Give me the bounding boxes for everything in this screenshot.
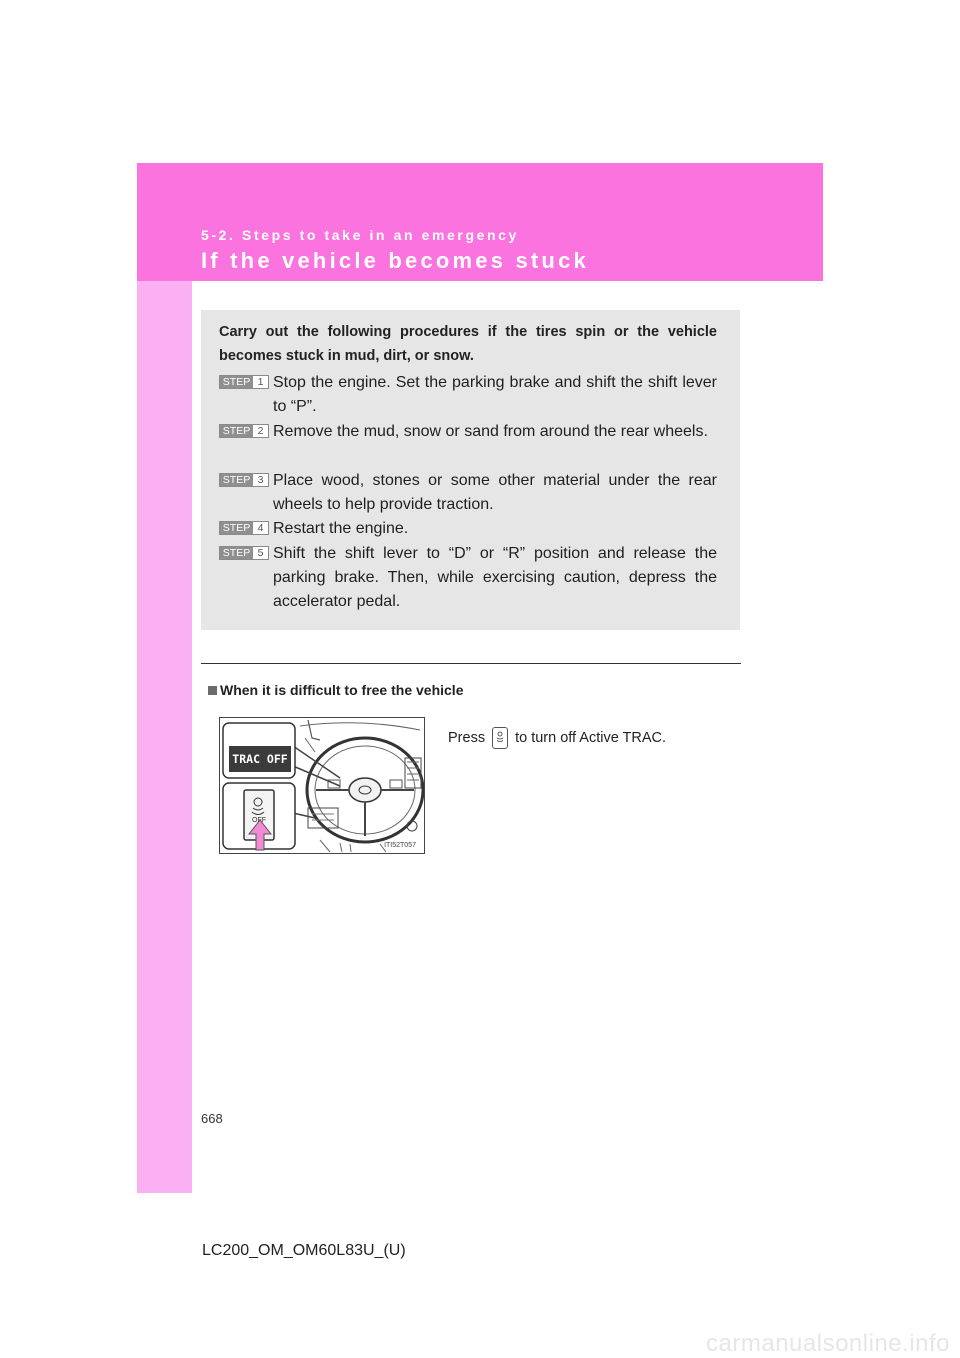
- step-badge: STEP 3: [219, 473, 269, 487]
- square-bullet-icon: [208, 686, 217, 695]
- step-4: [219, 517, 717, 541]
- figure-code: ITI52T057: [384, 842, 416, 849]
- dashboard-illustration: [219, 717, 425, 854]
- step-text: Place wood, stones or some other material under the rear wheels to help provide traction.: [273, 472, 717, 513]
- step-badge: STEP 4: [219, 521, 269, 535]
- step-1: [219, 371, 717, 419]
- step-3: [219, 469, 717, 517]
- step-text: Shift the shift lever to “D” or “R” position and release the parking brake. Then, while exercising caution, depress the accelerator pedal.: [273, 545, 717, 610]
- step-text: Remove the mud, snow or sand from around the rear wheels.: [273, 423, 708, 440]
- manual-code: LC200_OM_OM60L83U_(U): [202, 1242, 406, 1259]
- page-title: If the vehicle becomes stuck: [201, 248, 589, 273]
- watermark: carmanualsonline.info: [706, 1330, 950, 1357]
- dashboard-drawing: [220, 718, 424, 853]
- step-text: Stop the engine. Set the parking brake and shift the shift lever to “P”.: [273, 374, 717, 415]
- trac-switch-label: OFF: [252, 817, 266, 824]
- page-number: 668: [201, 1111, 223, 1126]
- step-5: [219, 542, 717, 614]
- step-badge: STEP 1: [219, 375, 269, 389]
- press-instruction: Press to turn off Active TRAC.: [448, 727, 666, 749]
- side-tab-strip: [137, 163, 192, 1193]
- trac-off-indicator-label: TRAC OFF: [232, 752, 288, 766]
- procedure-intro: Carry out the following procedures if the tires spin or the vehicle becomes stuck in mud, dirt, or snow.: [219, 324, 717, 364]
- section-divider: [201, 663, 741, 664]
- step-text: Restart the engine.: [273, 520, 409, 537]
- note-heading: When it is difficult to free the vehicle: [208, 682, 463, 698]
- section-label: 5-2. Steps to take in an emergency: [201, 227, 519, 243]
- vsc-off-switch-icon: [492, 727, 508, 749]
- step-badge: STEP 2: [219, 424, 269, 438]
- step-2: [219, 420, 717, 444]
- step-badge: STEP 5: [219, 546, 269, 560]
